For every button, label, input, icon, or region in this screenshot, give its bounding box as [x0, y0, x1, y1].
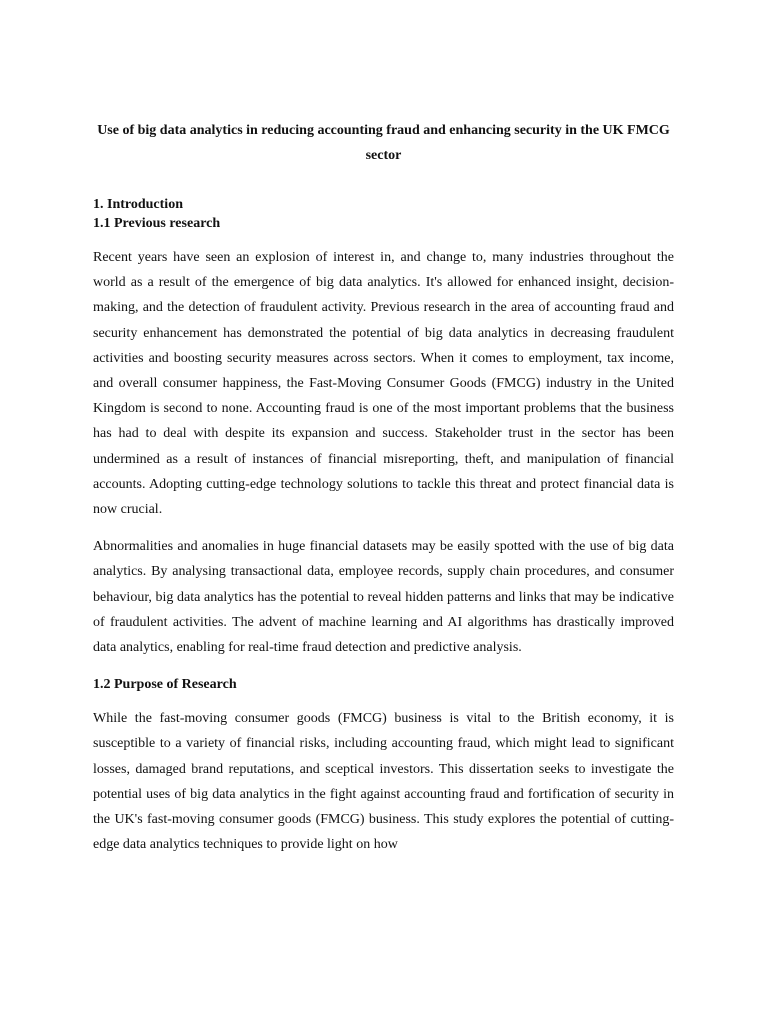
- subsection-heading-previous-research: 1.1 Previous research: [93, 216, 221, 231]
- purpose-of-research-body: [93, 706, 674, 857]
- document-title: Use of big data analytics in reducing accounting fraud and enhancing security in the UK FMCG sector: [97, 123, 670, 163]
- section-heading-introduction: 1. Introduction: [93, 197, 183, 212]
- document-page: [93, 118, 674, 857]
- subsection-heading-purpose-of-research: 1.2 Purpose of Research: [93, 677, 237, 693]
- previous-research-body: [93, 245, 674, 660]
- paragraph: Recent years have seen an explosion of interest in, and change to, many industries throughout the world as a result of the emergence of big data analytics. It's allowed for enhanced insight, decision-making, and the detection of fraudulent activity. Previous research in the area of accounting fraud and security enhancement has demonstrated the potential of big data analytics in decreasing fraudulent activities and boosting security measures across sectors. When it comes to employment, tax income, and overall consumer happiness, the Fast-Moving Consumer Goods (FMCG) industry in the United Kingdom is second to none. Accounting fraud is one of the most important problems that the business has had to deal with despite its expansion and success. Stakeholder trust in the sector has been undermined as a result of instances of financial misreporting, theft, and manipulation of financial accounts. Adopting cutting-edge technology solutions to tackle this threat and protect financial data is now crucial.: [93, 250, 674, 518]
- paragraph: Abnormalities and anomalies in huge financial datasets may be easily spotted with the use of big data analytics. By analysing transactional data, employee records, supply chain procedures, and consumer behaviour, big data analytics has the potential to reveal hidden patterns and links that may be indicative of fraudulent activities. The advent of machine learning and AI algorithms has drastically improved data analytics, enabling for real-time fraud detection and predictive analysis.: [93, 539, 674, 656]
- paragraph: While the fast-moving consumer goods (FMCG) business is vital to the British economy, it is susceptible to a variety of financial risks, including accounting fraud, which might lead to significant losses, damaged brand reputations, and sceptical investors. This dissertation seeks to investigate the potential uses of big data analytics in the fight against accounting fraud and fortification of security in the UK's fast-moving consumer goods (FMCG) business. This study explores the potential of cutting-edge data analytics techniques to provide light on how: [93, 711, 674, 853]
